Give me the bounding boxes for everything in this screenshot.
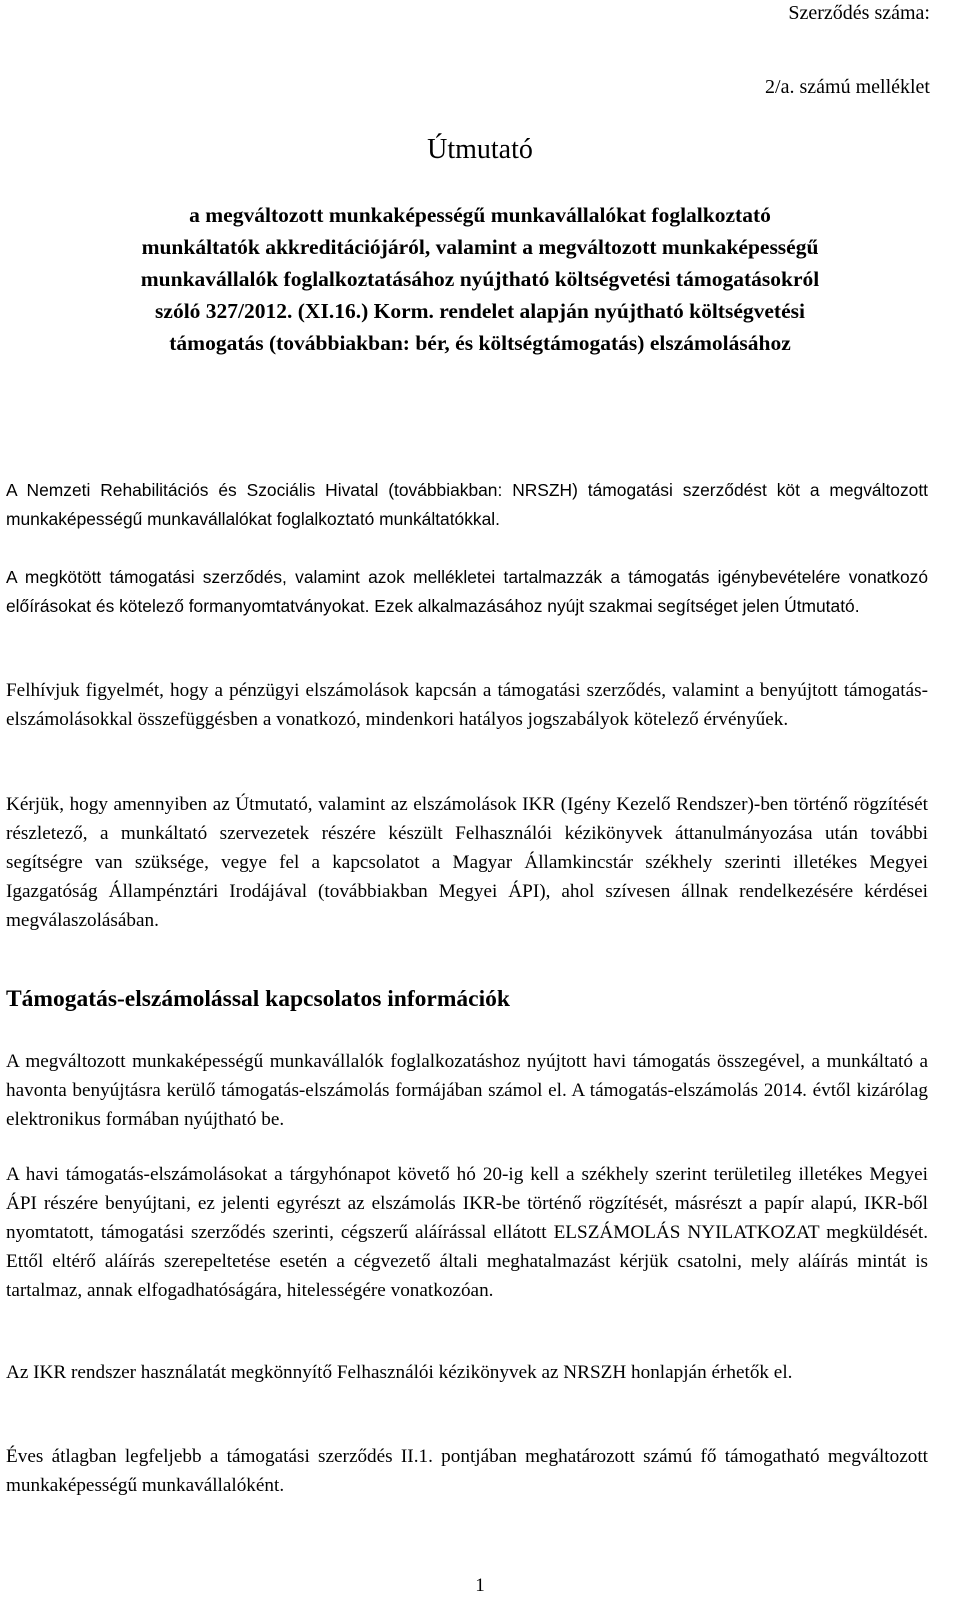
paragraph-nrszh: A Nemzeti Rehabilitációs és Szociális Hivatal (továbbiakban: NRSZH) támogatási szerződést köt a megváltozott munkaképességű munkavállalókat foglalkoztató munkáltatókkal. bbox=[6, 480, 928, 529]
contract-number-label: Szerződés száma: bbox=[788, 2, 930, 24]
annex-label: 2/a. számú melléklet bbox=[765, 76, 930, 98]
subtitle-line: támogatás (továbbiakban: bér, és költségtámogatás) elszámolásához bbox=[169, 331, 791, 355]
document-subtitle bbox=[0, 199, 960, 359]
paragraph-monthly-support: A megváltozott munkaképességű munkavállalók foglalkozatáshoz nyújtott havi támogatás összegével, a munkáltató a havonta benyújtásra kerülő támogatás-elszámolás formájában számol el. A támogatás-elszámolás 2014. évtől kizárólag elektronikus formában nyújtható be. bbox=[6, 1051, 928, 1130]
subtitle-line: munkavállalók foglalkoztatásához nyújtható költségvetési támogatásokról bbox=[140, 267, 820, 291]
page-number: 1 bbox=[475, 1575, 485, 1596]
subtitle-line: a megváltozott munkaképességű munkavállalókat foglalkoztató bbox=[189, 203, 771, 227]
subtitle-line: munkáltatók akkreditációjáról, valamint a megváltozott munkaképességű bbox=[141, 235, 819, 259]
paragraph-user-manuals: Az IKR rendszer használatát megkönnyítő Felhasználói kézikönyvek az NRSZH honlapján érhetők el. bbox=[6, 1362, 793, 1383]
paragraph-contract-annexes: A megkötött támogatási szerződés, valamint azok mellékletei tartalmazzák a támogatás igénybevételére vonatkozó előírásokat és kötelező formanyomtatványokat. Ezek alkalmazásához nyújt szakmai segítséget jelen Útmutató. bbox=[6, 567, 928, 616]
paragraph-legal-notice: Felhívjuk figyelmét, hogy a pénzügyi elszámolások kapcsán a támogatási szerződés, valamint a benyújtott támogatás-elszámolásokkal összefüggésben a vonatkozó, mindenkori hatályos jogszabályok kötelező érvényűek. bbox=[6, 680, 928, 730]
paragraph-submission-deadline: A havi támogatás-elszámolásokat a tárgyhónapot követő hó 20-ig kell a székhely szerint területileg illetékes Megyei ÁPI részére benyújtani, ez jelenti egyrészt az elszámolás IKR-be történő rögzítését, másrészt a papír alapú, IKR-ből nyomtatott, támogatási szerződés szerinti, cégszerű aláírással ellátott ELSZÁMOLÁS NYILATKOZAT megküldését. Ettől eltérő aláírás szerepeltetése esetén a cégvezető általi meghatalmazást kérjük csatolni, mely aláírás mintát is tartalmaz, annak elfogadhatóságára, hitelességére vonatkozóan. bbox=[6, 1164, 928, 1301]
document-title: Útmutató bbox=[427, 134, 533, 165]
paragraph-annual-average: Éves átlagban legfeljebb a támogatási szerződés II.1. pontjában meghatározott számú fő támogatható megváltozott munkaképességű munkavállalóként. bbox=[6, 1446, 928, 1496]
section-heading: Támogatás-elszámolással kapcsolatos információk bbox=[6, 986, 510, 1012]
paragraph-help-contact: Kérjük, hogy amennyiben az Útmutató, valamint az elszámolások IKR (Igény Kezelő Rendszer)-ben történő rögzítését részletező, a munkáltató szervezetek részére készült Felhasználói kézikönyvek áttanulmányozása után további segítségre van szüksége, vegye fel a kapcsolatot a Magyar Államkincstár székhely szerinti illetékes Megyei Igazgatóság Állampénztári Irodájával (továbbiakban Megyei ÁPI), ahol szívesen állnak rendelkezésére kérdései megválaszolásában. bbox=[6, 794, 928, 931]
subtitle-line: szóló 327/2012. (XI.16.) Korm. rendelet alapján nyújtható költségvetési bbox=[155, 299, 805, 323]
